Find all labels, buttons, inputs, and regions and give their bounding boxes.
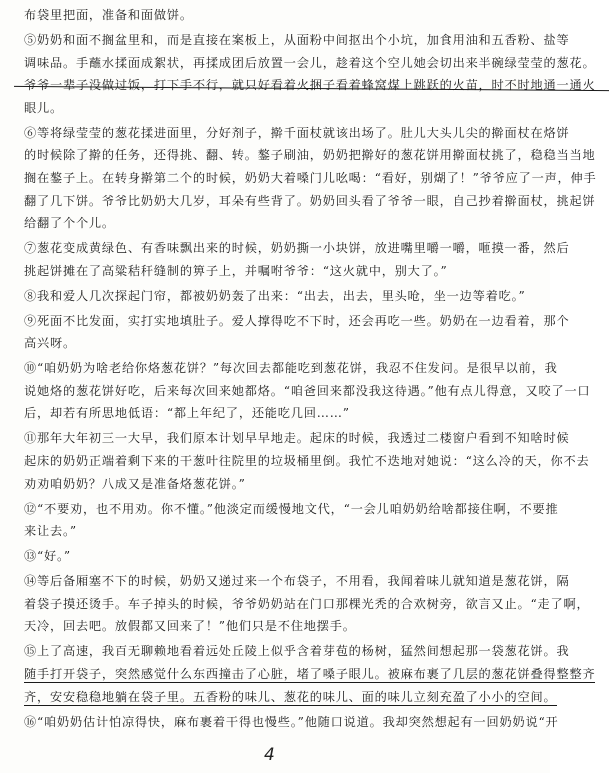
line-text: ⑦葱花变成黄绿色、有香味飘出来的时候，奶奶撕一小块饼，放进嘴里嚼一嚼，咂摸一番，然后	[24, 241, 570, 256]
text-line	[24, 144, 596, 167]
line-text: ⑭等后备厢塞不下的时候，奶奶又递过来一个布袋子，不用看，我闻着味儿就知道是葱花饼，隔	[24, 574, 570, 589]
underlined-text-line	[24, 663, 596, 686]
line-text: ⑬“好。”	[24, 549, 71, 564]
text-line	[24, 52, 596, 75]
text-line	[24, 97, 532, 120]
text-line	[24, 260, 532, 283]
text-line	[24, 380, 591, 403]
text-line	[24, 212, 532, 235]
text-line	[24, 29, 570, 52]
line-text: ⑮上了高速，我百无聊赖地看着远处丘陵上似乎含着芽苞的杨树，猛然间想起那一袋葱花饼。我	[24, 644, 570, 659]
line-text: 高兴呀。	[24, 336, 76, 351]
text-line	[24, 640, 570, 663]
underlined-line-text: 随手打开袋子，突然感觉什么东西撞击了心脏，堵了嗓子眼儿。被麻布裹了几层的葱花饼叠得整整齐	[24, 666, 596, 681]
line-text: 的时候除了擀的任务，还得挑、翻、转。鏊子刷油，奶奶把擀好的葱花饼用擀面杖挑了，稳稳当当地	[24, 148, 596, 163]
text-line	[24, 427, 570, 450]
struck-line-text: 爷爷一辈子没做过饭，打下手不行，就只好看着火捆子看着蜂窝煤上跳跃的火苗，时不时地通一通火	[24, 78, 596, 93]
text-line	[24, 520, 532, 543]
text-line	[24, 190, 596, 213]
line-text: 给翻了个个儿。	[24, 216, 115, 231]
text-line	[24, 473, 532, 496]
line-text: ⑤奶奶和面不搁盆里和，而是直接在案板上，从面粉中间抠出个小坑，加食用油和五香粉、盐等	[24, 32, 570, 47]
text-line	[24, 285, 532, 308]
text-line	[24, 237, 570, 260]
text-line	[24, 711, 559, 734]
line-text: 起床的奶奶正端着剩下来的干葱叶往院里的垃圾桶里倒。我忙不迭地对她说：“这么冷的天，你不去	[24, 454, 590, 469]
line-text: 调味品。手蘸水揉面成絮状，再揉成团后放置一会儿，趁着这个空儿她会切出来半碗绿莹莹的葱花。	[24, 55, 596, 70]
line-text: ⑫“不要劝，也不用劝。你不懂。”他淡定而缓慢地文代，“一会儿咱奶奶给啥都接住啊，不要推	[24, 501, 559, 516]
text-line	[24, 310, 570, 333]
line-text: 着袋子摸还烫手。车子掉头的时候，爷爷奶奶站在门口那棵光秃的合欢树旁，欲言又止。“走了啊，	[24, 596, 590, 611]
page-number: 4	[264, 745, 275, 765]
line-text: 搁在鏊子上。在转身擀第二个的时候，奶奶大着嗓门儿吆喝：“看好，别煳了！”爷爷应了一声，伸手	[24, 170, 597, 185]
line-text: 劝劝咱奶奶？八成又是准备烙葱花饼。”	[24, 476, 246, 491]
line-text: 布袋里把面，准备和面做饼。	[24, 8, 193, 22]
text-line	[24, 545, 532, 568]
line-text: 挑起饼摊在了高粱秸秆缝制的箅子上，并嘱咐爷爷：“这火就中，别大了。”	[24, 263, 448, 278]
text-line	[24, 450, 590, 473]
essay-text-block	[24, 4, 597, 733]
text-line	[24, 593, 590, 616]
text-line	[24, 402, 532, 425]
text-line	[24, 332, 532, 355]
line-text: 来让去。”	[24, 524, 77, 539]
line-text: 翻了几下饼。爷爷比奶奶大几岁，耳朵有些背了。奶奶回头看了爷爷一眼，自己抄着擀面杖，挑起饼	[24, 193, 596, 208]
text-line	[24, 357, 558, 380]
line-text: 后，却若有所思地低语：“都上年纪了，还能吃几回……”	[24, 406, 350, 421]
line-text: 天冷，回去吧。放假都又回来了！”他们只是不住地摆手。	[24, 619, 356, 634]
struck-text-line	[24, 74, 596, 97]
line-text: ⑧我和爱人几次探起门帘，都被奶奶轰了出来：“出去，出去，里头呛，坐一边等着吃。”	[24, 288, 526, 303]
line-text: ⑩“咱奶奶为啥老给你烙葱花饼？”每次回去都能吃到葱花饼，我忍不住发问。是很早以前，我	[24, 361, 558, 376]
underlined-text-line	[24, 686, 557, 709]
line-text: ⑪那年大年初三一大早，我们原本计划早早地走。起床的时候，我透过二楼窗户看到不知啥时候	[24, 431, 570, 446]
text-line	[24, 570, 570, 593]
text-line	[24, 615, 532, 638]
line-text: 眼儿。	[24, 100, 63, 115]
line-text: 说她烙的葱花饼好吃，后来每次回来她都烙。“咱爸回来都没我这待遇。”他有点儿得意，又咬了一口	[24, 383, 591, 398]
text-line	[24, 122, 570, 145]
underlined-line-text: 齐，安安稳稳地躺在袋子里。五香粉的味儿、葱花的味儿、面的味儿立刻充盈了小小的空间。	[24, 689, 557, 704]
line-text: ⑥等将绿莹莹的葱花揉进面里，分好剂子，擀千面杖就该出场了。肚儿大头儿尖的擀面杖在烙饼	[24, 125, 570, 140]
text-line	[24, 4, 532, 27]
text-line	[24, 167, 597, 190]
line-text: ⑯“咱奶奶估计怕凉得快，麻布裹着干得也慢些。”他随口说道。我却突然想起有一回奶奶说“开	[24, 714, 559, 729]
line-text: ⑨死面不比发面，实打实地填肚子。爱人撑得吃不下时，还会再吃一些。奶奶在一边看着，那个	[24, 313, 570, 328]
text-line	[24, 498, 559, 521]
